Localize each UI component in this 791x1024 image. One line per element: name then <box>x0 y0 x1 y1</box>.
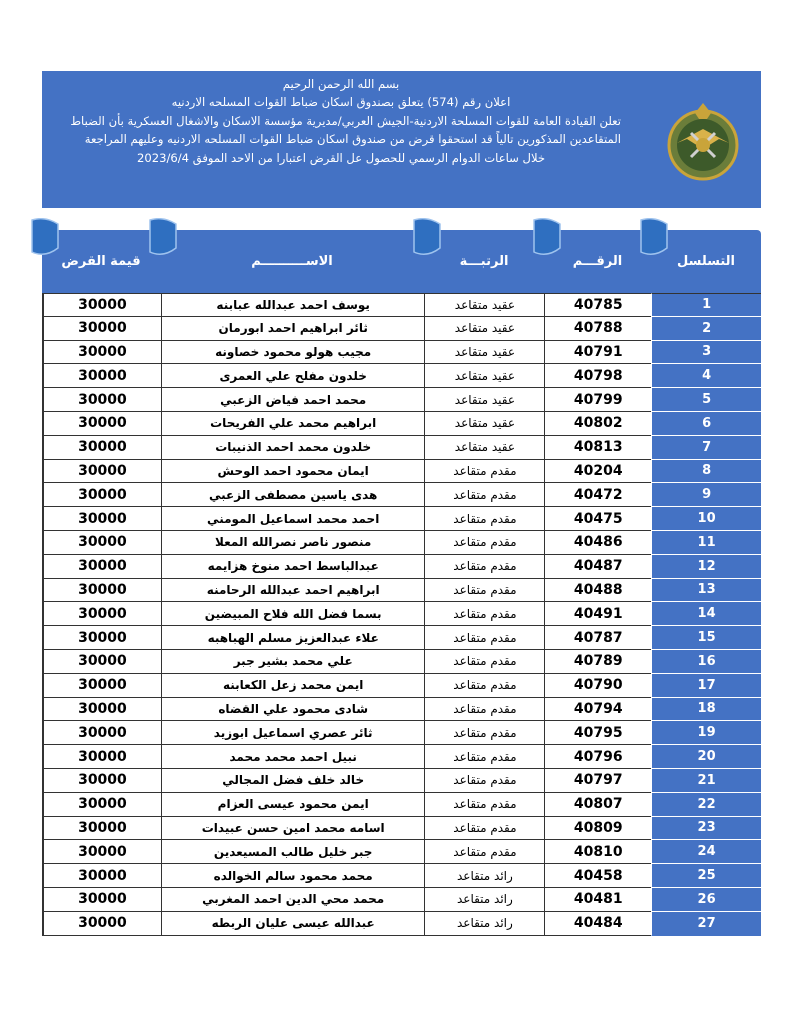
rank-cell: عقيد متقاعد <box>424 436 544 460</box>
seq-cell: 10 <box>651 507 761 531</box>
tab-decoration-icon <box>30 218 60 258</box>
table-row <box>43 745 761 769</box>
seq-cell: 5 <box>651 388 761 412</box>
table-row <box>43 650 761 674</box>
name-cell: عبدالله عيسى عليان الربطه <box>161 912 425 936</box>
rank-cell: مقدم متقاعد <box>424 626 544 650</box>
loan-cell: 30000 <box>43 674 161 698</box>
table-row <box>43 698 761 722</box>
seq-cell: 11 <box>651 531 761 555</box>
table-row <box>43 793 761 817</box>
table-row <box>43 626 761 650</box>
name-cell: ايمن محمد زعل الكعابنه <box>161 674 425 698</box>
number-cell: 40789 <box>544 650 651 674</box>
name-cell: خلدون مفلح علي العمرى <box>161 364 425 388</box>
rank-cell: مقدم متقاعد <box>424 817 544 841</box>
header-seq: التسلسل <box>651 230 761 293</box>
table-row <box>43 531 761 555</box>
rank-cell: مقدم متقاعد <box>424 483 544 507</box>
seq-cell: 14 <box>651 602 761 626</box>
header-loan: قيمة القرض <box>42 230 160 293</box>
loan-cell: 30000 <box>43 317 161 341</box>
number-cell: 40791 <box>544 341 651 365</box>
loan-cell: 30000 <box>43 507 161 531</box>
seq-cell: 4 <box>651 364 761 388</box>
table-header <box>42 230 761 293</box>
loan-cell: 30000 <box>43 460 161 484</box>
table-row <box>43 769 761 793</box>
number-cell: 40794 <box>544 698 651 722</box>
loan-cell: 30000 <box>43 341 161 365</box>
number-cell: 40802 <box>544 412 651 436</box>
seq-cell: 3 <box>651 341 761 365</box>
loan-cell: 30000 <box>43 769 161 793</box>
seq-cell: 22 <box>651 793 761 817</box>
name-cell: خلدون محمد احمد الذنيبات <box>161 436 425 460</box>
table-row <box>43 412 761 436</box>
name-cell: جبر خليل طالب المسيعدين <box>161 840 425 864</box>
seq-cell: 2 <box>651 317 761 341</box>
seq-cell: 20 <box>651 745 761 769</box>
number-cell: 40787 <box>544 626 651 650</box>
number-cell: 40204 <box>544 460 651 484</box>
number-cell: 40813 <box>544 436 651 460</box>
seq-cell: 24 <box>651 840 761 864</box>
rank-cell: مقدم متقاعد <box>424 460 544 484</box>
table-row <box>43 507 761 531</box>
rank-cell: رائد متقاعد <box>424 888 544 912</box>
table-body <box>42 293 761 936</box>
seq-cell: 17 <box>651 674 761 698</box>
name-cell: ثائر ابراهيم احمد ابورمان <box>161 317 425 341</box>
loan-cell: 30000 <box>43 888 161 912</box>
table-row <box>43 436 761 460</box>
loan-cell: 30000 <box>43 388 161 412</box>
loan-cell: 30000 <box>43 793 161 817</box>
seq-cell: 15 <box>651 626 761 650</box>
table-row <box>43 341 761 365</box>
seq-cell: 6 <box>651 412 761 436</box>
name-cell: ابراهيم احمد عبدالله الرحامنه <box>161 579 425 603</box>
seq-cell: 9 <box>651 483 761 507</box>
name-cell: علاء عبدالعزيز مسلم الهباهبه <box>161 626 425 650</box>
table-row <box>43 864 761 888</box>
number-cell: 40488 <box>544 579 651 603</box>
loan-cell: 30000 <box>43 412 161 436</box>
table-row <box>43 721 761 745</box>
name-cell: خالد خلف فضل المجالي <box>161 769 425 793</box>
number-cell: 40809 <box>544 817 651 841</box>
name-cell: اسامه محمد امين حسن عبيدات <box>161 817 425 841</box>
header-number: الرقـــم <box>544 230 651 293</box>
number-cell: 40795 <box>544 721 651 745</box>
number-cell: 40790 <box>544 674 651 698</box>
number-cell: 40484 <box>544 912 651 936</box>
name-cell: ايمان محمود احمد الوحش <box>161 460 425 484</box>
loan-cell: 30000 <box>43 626 161 650</box>
loan-cell: 30000 <box>43 698 161 722</box>
seq-cell: 25 <box>651 864 761 888</box>
bismillah-line: بسم الله الرحمن الرحيم <box>282 77 400 91</box>
loans-table <box>42 230 761 936</box>
name-cell: علي محمد بشير جبر <box>161 650 425 674</box>
seq-cell: 1 <box>651 293 761 317</box>
table-row <box>43 888 761 912</box>
seq-cell: 8 <box>651 460 761 484</box>
seq-cell: 13 <box>651 579 761 603</box>
number-cell: 40785 <box>544 293 651 317</box>
table-row <box>43 840 761 864</box>
table-row <box>43 579 761 603</box>
seq-cell: 16 <box>651 650 761 674</box>
announcement-title: اعلان رقم (574) يتعلق بصندوق اسكان ضباط القوات المسلحه الاردنيه <box>171 95 511 110</box>
number-cell: 40810 <box>544 840 651 864</box>
rank-cell: عقيد متقاعد <box>424 412 544 436</box>
announcement-body-line: تعلن القيادة العامة للقوات المسلحة الاردنية-الجيش العربي/مديرية مؤسسة الاسكان والاشغال العسكرية بأن الضباط <box>70 113 621 128</box>
rank-cell: عقيد متقاعد <box>424 388 544 412</box>
number-cell: 40807 <box>544 793 651 817</box>
loan-cell: 30000 <box>43 912 161 936</box>
rank-cell: مقدم متقاعد <box>424 698 544 722</box>
rank-cell: مقدم متقاعد <box>424 674 544 698</box>
loan-cell: 30000 <box>43 650 161 674</box>
name-cell: نبيل احمد محمد محمد <box>161 745 425 769</box>
name-cell: ايمن محمود عيسى العزام <box>161 793 425 817</box>
loan-cell: 30000 <box>43 436 161 460</box>
number-cell: 40475 <box>544 507 651 531</box>
announcement-text <box>61 75 621 167</box>
rank-cell: عقيد متقاعد <box>424 293 544 317</box>
rank-cell: مقدم متقاعد <box>424 555 544 579</box>
seq-cell: 7 <box>651 436 761 460</box>
table-row <box>43 483 761 507</box>
seq-cell: 18 <box>651 698 761 722</box>
table-row <box>43 460 761 484</box>
table-row <box>43 293 761 317</box>
number-cell: 40797 <box>544 769 651 793</box>
number-cell: 40481 <box>544 888 651 912</box>
name-cell: بسما فضل الله فلاح المبيضين <box>161 602 425 626</box>
name-cell: مجيب هولو محمود خصاونه <box>161 341 425 365</box>
army-emblem-icon <box>661 99 745 183</box>
rank-cell: مقدم متقاعد <box>424 721 544 745</box>
rank-cell: مقدم متقاعد <box>424 793 544 817</box>
number-cell: 40486 <box>544 531 651 555</box>
table-row <box>43 364 761 388</box>
loan-cell: 30000 <box>43 602 161 626</box>
rank-cell: عقيد متقاعد <box>424 341 544 365</box>
rank-cell: عقيد متقاعد <box>424 364 544 388</box>
loan-cell: 30000 <box>43 721 161 745</box>
rank-cell: رائد متقاعد <box>424 912 544 936</box>
name-cell: منصور ناصر نصرالله المعلا <box>161 531 425 555</box>
seq-cell: 21 <box>651 769 761 793</box>
table-row <box>43 817 761 841</box>
header-rank: الرتبـــة <box>424 230 544 293</box>
rank-cell: مقدم متقاعد <box>424 507 544 531</box>
loan-cell: 30000 <box>43 745 161 769</box>
rank-cell: رائد متقاعد <box>424 864 544 888</box>
announcement-body-line: خلال ساعات الدوام الرسمي للحصول عل القرض اعتبارا من الاحد الموفق 2023/6/4 <box>136 150 546 165</box>
name-cell: محمد محمود سالم الخوالده <box>161 864 425 888</box>
rank-cell: مقدم متقاعد <box>424 579 544 603</box>
header-name: الاســــــــــم <box>160 230 424 293</box>
number-cell: 40491 <box>544 602 651 626</box>
number-cell: 40472 <box>544 483 651 507</box>
loan-cell: 30000 <box>43 531 161 555</box>
rank-cell: مقدم متقاعد <box>424 840 544 864</box>
seq-cell: 23 <box>651 817 761 841</box>
name-cell: محمد محي الدين احمد المغربي <box>161 888 425 912</box>
name-cell: ثائر عصري اسماعيل ابوزيد <box>161 721 425 745</box>
table-row <box>43 388 761 412</box>
announcement-body-line: المتقاعدين المذكورين تالياً قد استحقوا قرض من صندوق اسكان ضباط القوات المسلحه الاردنيه وعليهم المراجعة <box>84 132 621 147</box>
name-cell: ابراهيم محمد علي الفريحات <box>161 412 425 436</box>
loan-cell: 30000 <box>43 840 161 864</box>
number-cell: 40458 <box>544 864 651 888</box>
seq-cell: 12 <box>651 555 761 579</box>
table-row <box>43 674 761 698</box>
number-cell: 40788 <box>544 317 651 341</box>
loan-cell: 30000 <box>43 364 161 388</box>
name-cell: يوسف احمد عبدالله عبابنه <box>161 293 425 317</box>
name-cell: عبدالباسط احمد منوخ هزايمه <box>161 555 425 579</box>
number-cell: 40796 <box>544 745 651 769</box>
loan-cell: 30000 <box>43 483 161 507</box>
loan-cell: 30000 <box>43 579 161 603</box>
table-row <box>43 555 761 579</box>
number-cell: 40487 <box>544 555 651 579</box>
rank-cell: مقدم متقاعد <box>424 531 544 555</box>
table-row <box>43 912 761 936</box>
rank-cell: مقدم متقاعد <box>424 602 544 626</box>
number-cell: 40799 <box>544 388 651 412</box>
loan-cell: 30000 <box>43 864 161 888</box>
announcement-banner <box>42 71 761 208</box>
rank-cell: مقدم متقاعد <box>424 745 544 769</box>
loan-cell: 30000 <box>43 555 161 579</box>
seq-cell: 19 <box>651 721 761 745</box>
table-row <box>43 602 761 626</box>
loan-cell: 30000 <box>43 817 161 841</box>
name-cell: هدى ياسين مصطفى الزعبي <box>161 483 425 507</box>
name-cell: محمد احمد فياض الزعبي <box>161 388 425 412</box>
number-cell: 40798 <box>544 364 651 388</box>
rank-cell: مقدم متقاعد <box>424 769 544 793</box>
loan-cell: 30000 <box>43 293 161 317</box>
table-row <box>43 317 761 341</box>
rank-cell: مقدم متقاعد <box>424 650 544 674</box>
name-cell: احمد محمد اسماعيل المومني <box>161 507 425 531</box>
seq-cell: 27 <box>651 912 761 936</box>
rank-cell: عقيد متقاعد <box>424 317 544 341</box>
name-cell: شادى محمود علي القضاه <box>161 698 425 722</box>
seq-cell: 26 <box>651 888 761 912</box>
